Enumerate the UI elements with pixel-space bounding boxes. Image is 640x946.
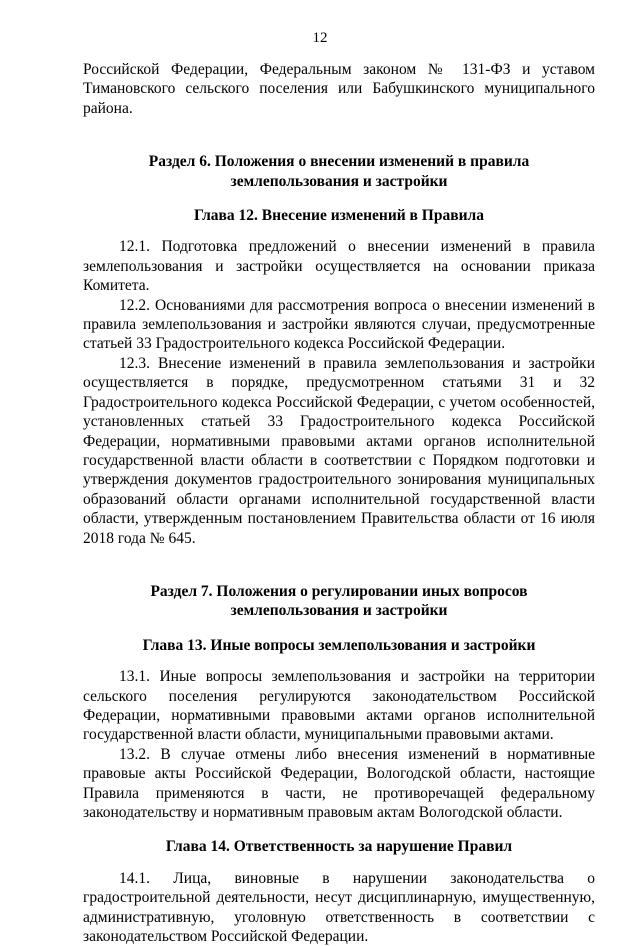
paragraph-14-1: 14.1. Лица, виновные в нарушении законодательства о градостроительной деятельности, несут дисциплинарную, имущественную, административную, уголовную ответственность в соответствии с законодательством Российской Федерации. <box>83 869 595 946</box>
paragraph-12-1: 12.1. Подготовка предложений о внесении изменений в правила землепользования и застройки осуществляется на основании приказа Комитета. <box>83 238 595 295</box>
page-number: 12 <box>312 30 328 46</box>
spacer <box>83 655 595 667</box>
document-body <box>83 60 595 946</box>
spacer <box>83 191 595 206</box>
paragraph-12-3: 12.3. Внесение изменений в правила землепользования и застройки осуществляется в порядке, предусмотренном статьями 31 и 32 Градостроительного кодекса Российской Федерации, с учетом особенностей, установленных статьей 33 Градостроительного кодекса Российской Федерации, нормативными правовыми актами органов исполнительной государственной власти области в соответствии с Порядком подготовки и утверждения документов градостроительного зонирования муниципальных образований области органами исполнительной государственной власти области, утвержденным постановлением Правительства области от 16 июля 2018 года № 645. <box>83 354 595 547</box>
intro-paragraph: Российской Федерации, Федеральным законом № 131-ФЗ и уставом Тимановского сельского поселения или Бабушкинского муниципального района. <box>83 61 595 117</box>
spacer <box>83 621 595 636</box>
section-7-title-line-1: Раздел 7. Положения о регулировании иных вопросов <box>150 582 528 600</box>
spacer <box>83 118 595 152</box>
spacer <box>83 225 595 237</box>
section-6-title-line-1: Раздел 6. Положения о внесении изменений в правила <box>148 153 530 171</box>
paragraph-12-2: 12.2. Основаниями для рассмотрения вопроса о внесении изменений в правила землепользования и застройки являются случаи, предусмотренные статьей 33 Градостроительного кодекса Российской Федерации. <box>83 296 595 353</box>
section-6-title-line-2: землепользования и застройки <box>230 172 448 190</box>
chapter-13-title: Глава 13. Иные вопросы землепользования и застройки <box>142 636 536 654</box>
spacer <box>83 548 595 582</box>
chapter-12-title: Глава 12. Внесение изменений в Правила <box>194 207 484 225</box>
spacer <box>83 857 595 869</box>
section-7-title-line-2: землепользования и застройки <box>230 602 448 620</box>
paragraph-13-1: 13.1. Иные вопросы землепользования и застройки на территории сельского поселения регулируются законодательством Российской Федерации, нормативными правовыми актами органов исполнительной государственной власти области, муниципальными правовыми актами. <box>83 668 595 744</box>
chapter-14-title: Глава 14. Ответственность за нарушение Правил <box>165 838 513 856</box>
spacer <box>83 822 595 837</box>
paragraph-13-2: 13.2. В случае отмены либо внесения изменений в нормативные правовые акты Российской Федерации, Вологодской области, настоящие Правила применяются в части, не противоречащей федеральному законодательству и нормативным правовым актам Вологодской области. <box>83 745 595 821</box>
